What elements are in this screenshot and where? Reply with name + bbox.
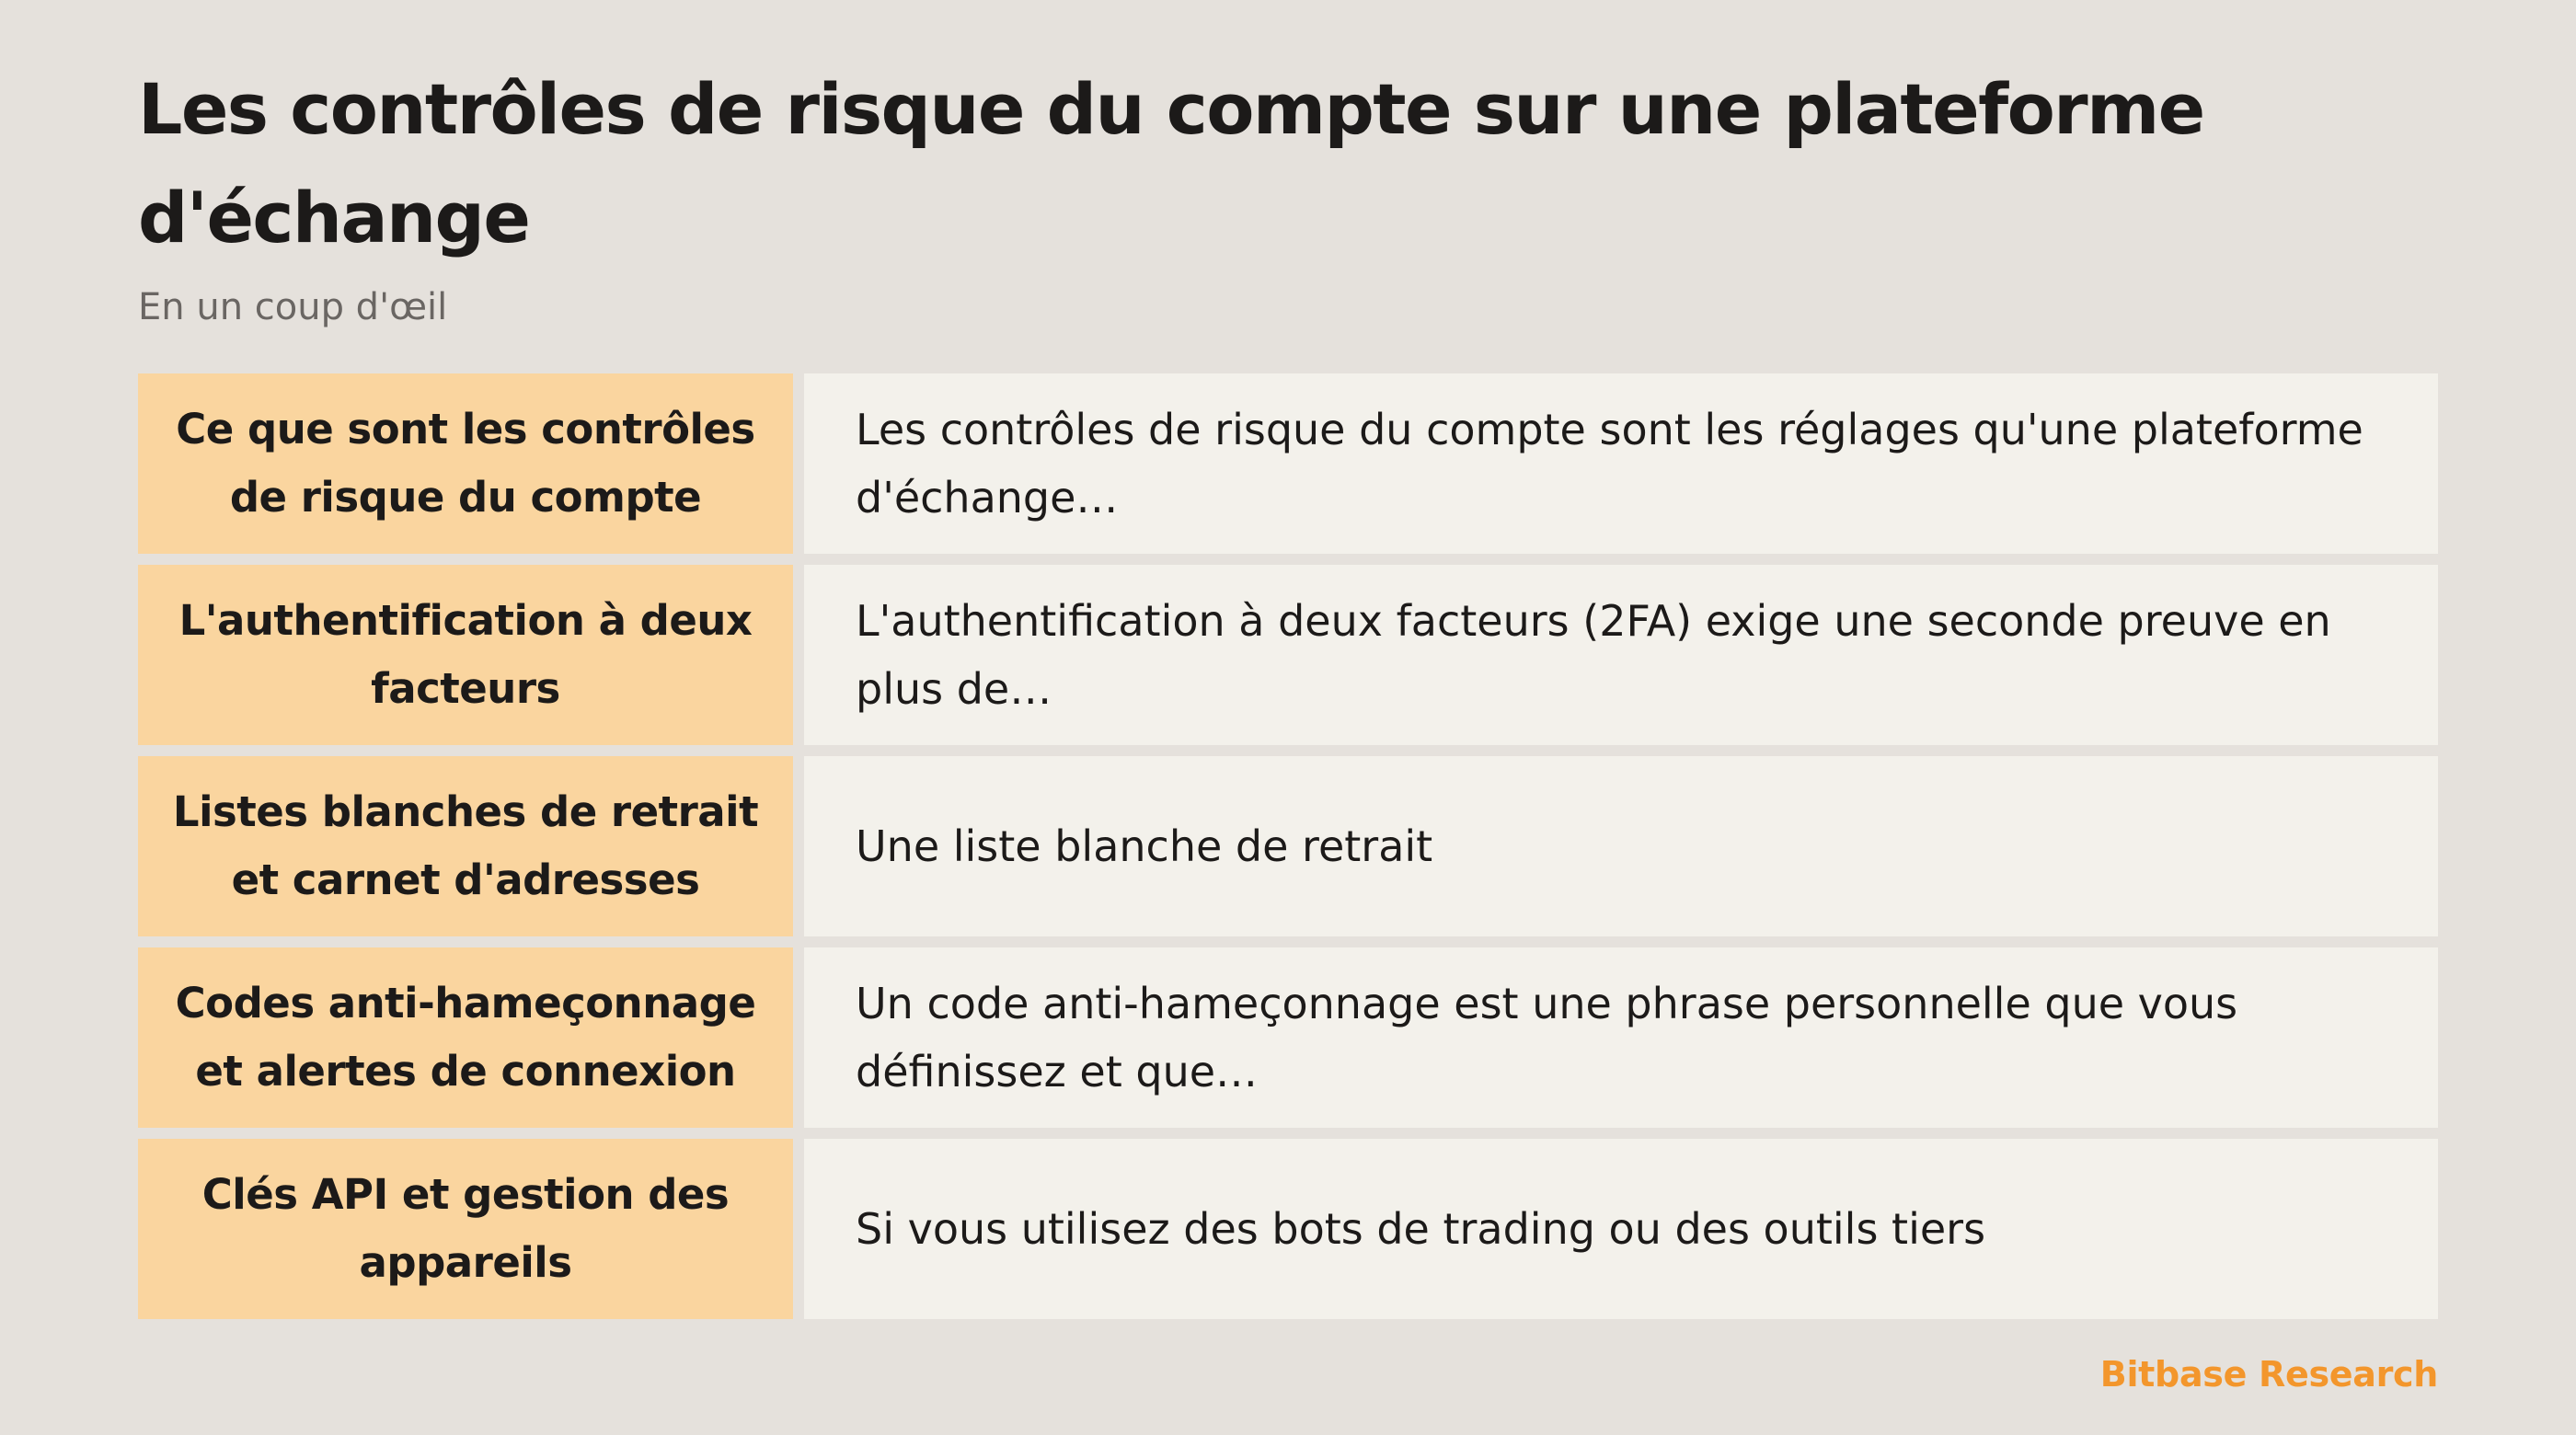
brand-credit: Bitbase Research bbox=[2099, 1354, 2438, 1395]
row-label: Clés API et gestion des appareils bbox=[138, 1139, 793, 1319]
page-subtitle: En un coup d'œil bbox=[138, 286, 448, 328]
row-label: Listes blanches de retrait et carnet d'adresses bbox=[138, 756, 793, 936]
row-description: Si vous utilisez des bots de trading ou des outils tiers bbox=[804, 1139, 2438, 1319]
page-title: Les contrôles de risque du compte sur une plateforme d'échange bbox=[138, 68, 2204, 258]
row-label: L'authentification à deux facteurs bbox=[138, 565, 793, 745]
row-description: Un code anti-hameçonnage est une phrase personnelle que vous définissez et que… bbox=[804, 947, 2438, 1128]
table-row bbox=[138, 565, 2438, 745]
table-row bbox=[138, 947, 2438, 1128]
table-row bbox=[138, 756, 2438, 936]
table-row bbox=[138, 373, 2438, 554]
row-description: Les contrôles de risque du compte sont les réglages qu'une plateforme d'échange… bbox=[804, 373, 2438, 554]
infographic-page bbox=[138, 0, 2438, 1435]
row-description: Une liste blanche de retrait bbox=[804, 756, 2438, 936]
summary-table bbox=[138, 373, 2438, 1319]
table-row bbox=[138, 1139, 2438, 1319]
row-label: Codes anti-hameçonnage et alertes de connexion bbox=[138, 947, 793, 1128]
row-label: Ce que sont les contrôles de risque du compte bbox=[138, 373, 793, 554]
row-description: L'authentification à deux facteurs (2FA) exige une seconde preuve en plus de… bbox=[804, 565, 2438, 745]
